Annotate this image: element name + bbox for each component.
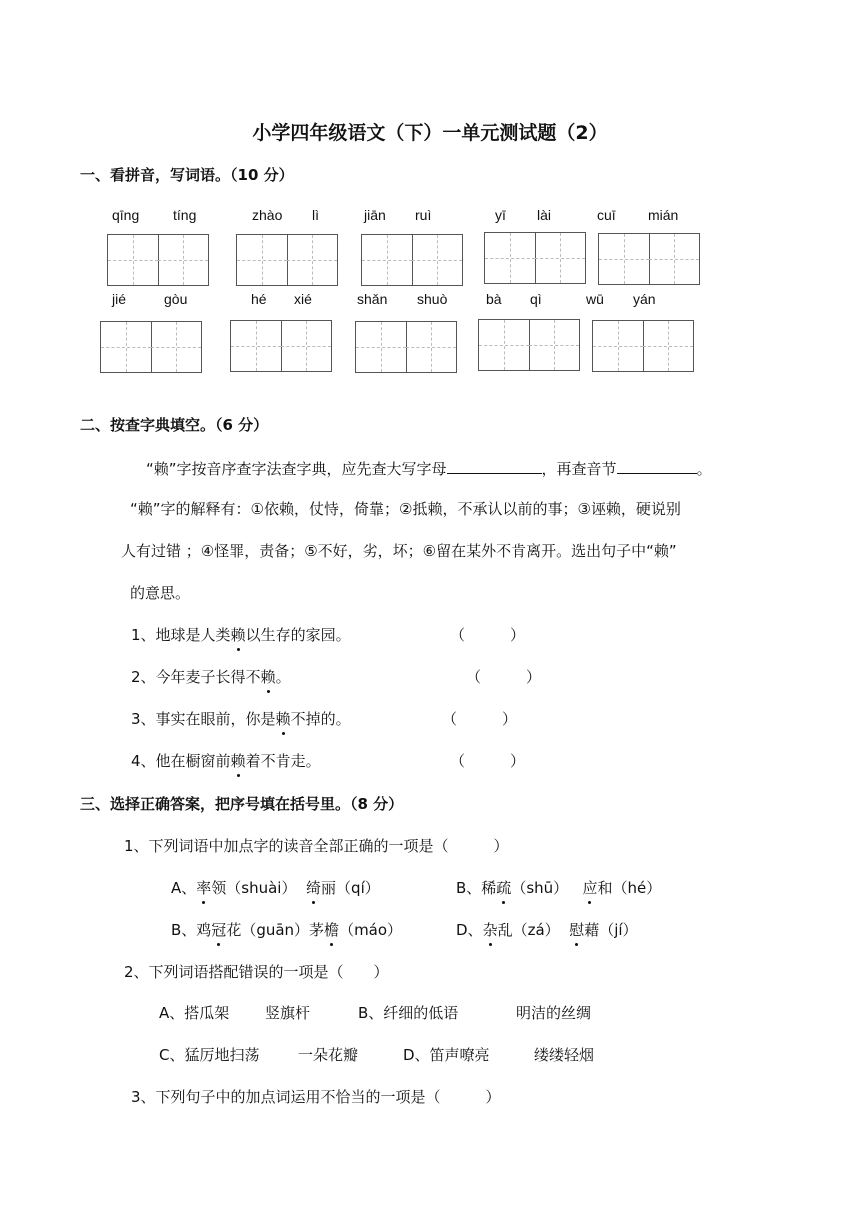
writing-grid[interactable]	[598, 233, 700, 285]
pinyin: zhào	[252, 207, 283, 223]
item-text: 2、今年麦子长得不	[131, 668, 261, 686]
option-text: A、搭瓜架	[159, 1004, 230, 1022]
pinyin: wū	[586, 291, 604, 307]
list-item	[131, 708, 351, 729]
pinyin: bà	[486, 291, 502, 307]
dictionary-paragraph-line: 人有过错 ；④怪罪，责备；⑤不好，劣，坏；⑥留在某外不肯离开。选出句子中“赖”	[121, 542, 677, 560]
writing-grid[interactable]	[355, 321, 457, 373]
pinyin: gòu	[164, 291, 188, 307]
item-text: 着不肯走。	[245, 752, 321, 770]
writing-grid[interactable]	[478, 319, 580, 371]
pinyin: lì	[312, 207, 319, 223]
answer-bracket[interactable]: （ ）	[450, 626, 526, 644]
option-text: 一朵花瓣	[298, 1046, 359, 1064]
pinyin: qì	[530, 291, 542, 307]
writing-grid[interactable]	[107, 234, 209, 286]
para-text: ，再查音节	[541, 460, 617, 478]
item-text: 1、地球是人类	[131, 626, 231, 644]
pinyin: shǎn	[357, 291, 388, 307]
section1-heading: 一、看拼音，写词语。（10 分）	[80, 166, 294, 184]
pinyin: tíng	[173, 207, 197, 223]
option-c: B、鸡冠花（guān）茅檐（máo）	[171, 921, 403, 939]
syllable-blank[interactable]	[617, 457, 697, 474]
pinyin: yī	[495, 207, 506, 223]
option-text: C、猛厉地扫荡	[159, 1046, 260, 1064]
para-text: 。	[696, 460, 712, 478]
answer-bracket[interactable]: （ ）	[450, 752, 526, 770]
writing-grid[interactable]	[236, 234, 338, 286]
writing-grid[interactable]	[361, 234, 463, 286]
question-3: 3、下列句子中的加点词运用不恰当的一项是（ ）	[131, 1088, 501, 1106]
dictionary-paragraph	[146, 457, 712, 479]
letter-blank[interactable]	[447, 457, 542, 474]
option-text: 缕缕轻烟	[534, 1046, 595, 1064]
pinyin: shuò	[417, 291, 448, 307]
dotted-char: 赖	[230, 752, 246, 770]
question-2: 2、下列词语搭配错误的一项是（ ）	[124, 963, 389, 981]
option-b: B、稀疏（shū） 应和（hé）	[456, 879, 662, 897]
answer-bracket[interactable]: （ ）	[466, 668, 542, 686]
option-a: A、率领（shuài） 绮丽（qí）	[171, 879, 380, 897]
pinyin: mián	[648, 207, 679, 223]
item-text: 不掉的。	[290, 710, 351, 728]
pinyin: yán	[633, 291, 656, 307]
list-item	[131, 666, 291, 687]
item-text: 。	[275, 668, 291, 686]
pinyin: lài	[537, 207, 552, 223]
writing-grid[interactable]	[484, 232, 586, 284]
pinyin: ruì	[415, 207, 432, 223]
dotted-char: 赖	[230, 626, 246, 644]
pinyin: jiān	[364, 207, 386, 223]
pinyin: xié	[294, 291, 312, 307]
option-text: B、纤细的低语	[358, 1004, 459, 1022]
answer-bracket[interactable]: （ ）	[442, 710, 518, 728]
option-text: D、笛声嘹亮	[403, 1046, 490, 1064]
pinyin: hé	[251, 291, 267, 307]
writing-grid[interactable]	[592, 320, 694, 372]
writing-grid[interactable]	[230, 320, 332, 372]
list-item	[131, 624, 351, 645]
writing-grid[interactable]	[100, 321, 202, 373]
pinyin: qīng	[112, 207, 140, 223]
dotted-char: 赖	[275, 710, 291, 728]
option-text: 竖旗杆	[265, 1004, 311, 1022]
list-item	[131, 750, 321, 771]
item-text: 以生存的家园。	[245, 626, 351, 644]
section2-heading: 二、按查字典填空。（6 分）	[80, 416, 269, 434]
page-title: 小学四年级语文（下）一单元测试题（2）	[252, 122, 608, 144]
question-1: 1、下列词语中加点字的读音全部正确的一项是（ ）	[124, 837, 509, 855]
dictionary-paragraph-line: “赖”字的解释有：①依赖，仗恃，倚靠；②抵赖，不承认以前的事；③诬赖，硬说别	[130, 500, 681, 518]
dictionary-paragraph-line: 的意思。	[130, 584, 191, 602]
item-text: 3、事实在眼前，你是	[131, 710, 276, 728]
dotted-char: 赖	[260, 668, 276, 686]
section3-heading: 三、选择正确答案，把序号填在括号里。（8 分）	[80, 795, 404, 813]
item-text: 4、他在橱窗前	[131, 752, 231, 770]
option-d: D、杂乱（zá） 慰藉（jí）	[456, 921, 638, 939]
para-text: “赖”字按音序查字法查字典，应先查大写字母	[146, 460, 447, 478]
option-text: 明洁的丝绸	[516, 1004, 592, 1022]
pinyin: jié	[112, 291, 127, 307]
pinyin: cuī	[597, 207, 616, 223]
